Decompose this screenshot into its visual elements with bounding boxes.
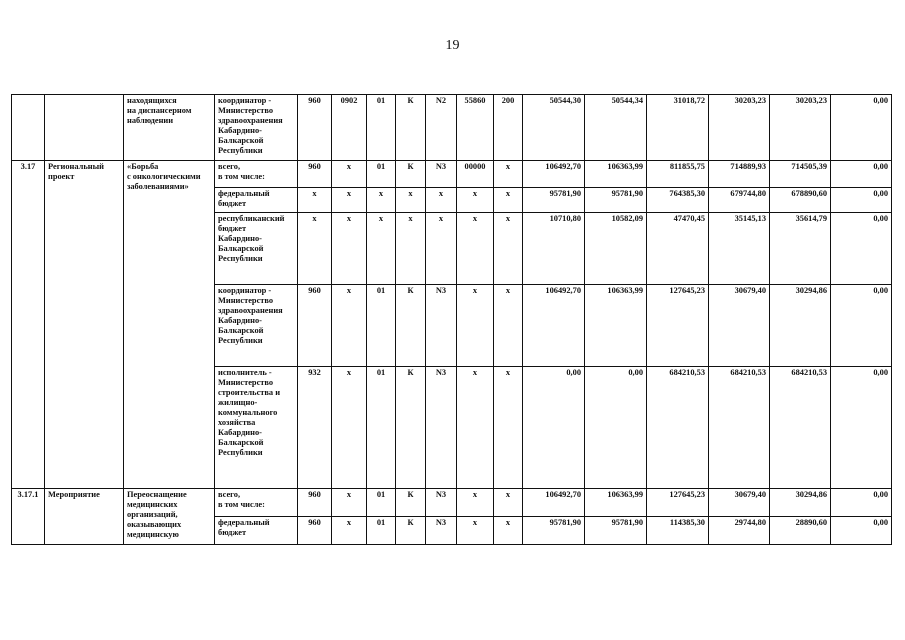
cell-code-project: N3 — [426, 489, 457, 517]
cell-code-section: х — [332, 285, 367, 367]
cell-code-project: N3 — [426, 367, 457, 489]
cell-code-expense-type: х — [494, 213, 523, 285]
cell-number: 3.17 — [12, 161, 45, 489]
cell-code-subprogram: К — [396, 161, 426, 188]
cell-funding-source: всего, в том числе: — [215, 489, 298, 517]
cell-value: 127645,23 — [647, 489, 709, 517]
cell-value: 127645,23 — [647, 285, 709, 367]
cell-code-program: 01 — [367, 489, 396, 517]
cell-value: 31018,72 — [647, 95, 709, 161]
cell-code-subprogram: х — [396, 213, 426, 285]
cell-code-expense-type: х — [494, 285, 523, 367]
cell-value: 47470,45 — [647, 213, 709, 285]
cell-value: 0,00 — [523, 367, 585, 489]
cell-value: 0,00 — [831, 213, 892, 285]
cell-code-direction: х — [457, 517, 494, 545]
cell-code-section: х — [332, 489, 367, 517]
cell-code-subprogram: х — [396, 188, 426, 213]
cell-value: 35614,79 — [770, 213, 831, 285]
cell-value: 714505,39 — [770, 161, 831, 188]
cell-code-grbs: 960 — [298, 161, 332, 188]
cell-code-expense-type: х — [494, 188, 523, 213]
cell-funding-source: исполнитель - Министерство строительства и жилищно- коммунального хозяйства Кабардино- Балкарской Республики — [215, 367, 298, 489]
cell-code-grbs: 960 — [298, 489, 332, 517]
cell-funding-source: всего, в том числе: — [215, 161, 298, 188]
cell-description: «Борьба с онкологическими заболеваниями» — [124, 161, 215, 489]
cell-code-grbs: 960 — [298, 285, 332, 367]
cell-value: 50544,34 — [585, 95, 647, 161]
cell-code-subprogram: К — [396, 367, 426, 489]
cell-value: 30294,86 — [770, 285, 831, 367]
cell-value: 0,00 — [831, 188, 892, 213]
cell-name: Мероприятие — [45, 489, 124, 545]
cell-value: 10582,09 — [585, 213, 647, 285]
cell-funding-source: республиканский бюджет Кабардино- Балкарской Республики — [215, 213, 298, 285]
cell-code-grbs: х — [298, 188, 332, 213]
cell-code-grbs: 960 — [298, 95, 332, 161]
cell-value: 30203,23 — [709, 95, 770, 161]
cell-value: 114385,30 — [647, 517, 709, 545]
cell-code-direction: х — [457, 188, 494, 213]
cell-code-direction: х — [457, 213, 494, 285]
cell-description: находящихся на диспансерном наблюдении — [124, 95, 215, 161]
cell-code-subprogram: К — [396, 95, 426, 161]
cell-value: 0,00 — [831, 517, 892, 545]
cell-value: 95781,90 — [523, 517, 585, 545]
cell-number — [12, 95, 45, 161]
cell-code-expense-type: х — [494, 517, 523, 545]
cell-code-grbs: 960 — [298, 517, 332, 545]
cell-value: 106492,70 — [523, 285, 585, 367]
cell-value: 106363,99 — [585, 161, 647, 188]
cell-code-subprogram: К — [396, 489, 426, 517]
cell-code-section: х — [332, 517, 367, 545]
cell-code-section: 0902 — [332, 95, 367, 161]
cell-value: 0,00 — [831, 95, 892, 161]
cell-code-section: х — [332, 161, 367, 188]
cell-code-project: N3 — [426, 161, 457, 188]
cell-code-direction: х — [457, 489, 494, 517]
cell-code-subprogram: К — [396, 517, 426, 545]
cell-value: 10710,80 — [523, 213, 585, 285]
cell-code-program: 01 — [367, 517, 396, 545]
cell-value: 30294,86 — [770, 489, 831, 517]
cell-value: 95781,90 — [585, 517, 647, 545]
cell-value: 679744,80 — [709, 188, 770, 213]
cell-value: 50544,30 — [523, 95, 585, 161]
cell-code-program: х — [367, 213, 396, 285]
cell-value: 35145,13 — [709, 213, 770, 285]
cell-value: 106363,99 — [585, 489, 647, 517]
cell-code-project: х — [426, 213, 457, 285]
cell-code-program: х — [367, 188, 396, 213]
cell-code-expense-type: х — [494, 161, 523, 188]
cell-name: Региональный проект — [45, 161, 124, 489]
page-number: 19 — [445, 38, 460, 53]
cell-value: 0,00 — [831, 489, 892, 517]
cell-code-subprogram: К — [396, 285, 426, 367]
cell-value: 714889,93 — [709, 161, 770, 188]
cell-code-program: 01 — [367, 161, 396, 188]
cell-description: Переоснащение медицинских организаций, оказывающих медицинскую — [124, 489, 215, 545]
table-row — [12, 95, 892, 161]
cell-number: 3.17.1 — [12, 489, 45, 545]
cell-code-expense-type: х — [494, 367, 523, 489]
cell-code-direction: 00000 — [457, 161, 494, 188]
cell-code-expense-type: 200 — [494, 95, 523, 161]
cell-value: 684210,53 — [647, 367, 709, 489]
cell-funding-source: федеральный бюджет — [215, 517, 298, 545]
cell-code-project: х — [426, 188, 457, 213]
cell-value: 95781,90 — [523, 188, 585, 213]
cell-value: 30679,40 — [709, 285, 770, 367]
cell-code-project: N3 — [426, 285, 457, 367]
cell-code-direction: 55860 — [457, 95, 494, 161]
cell-code-direction: х — [457, 285, 494, 367]
cell-value: 0,00 — [831, 367, 892, 489]
cell-code-direction: х — [457, 367, 494, 489]
table-row — [12, 161, 892, 188]
cell-value: 678890,60 — [770, 188, 831, 213]
cell-code-section: х — [332, 367, 367, 489]
cell-value: 811855,75 — [647, 161, 709, 188]
cell-code-grbs: 932 — [298, 367, 332, 489]
cell-value: 106492,70 — [523, 489, 585, 517]
cell-value: 684210,53 — [709, 367, 770, 489]
cell-value: 106363,99 — [585, 285, 647, 367]
cell-value: 106492,70 — [523, 161, 585, 188]
cell-code-section: х — [332, 213, 367, 285]
cell-value: 95781,90 — [585, 188, 647, 213]
cell-value: 29744,80 — [709, 517, 770, 545]
cell-funding-source: координатор - Министерство здравоохранения Кабардино- Балкарской Республики — [215, 285, 298, 367]
cell-value: 30679,40 — [709, 489, 770, 517]
cell-code-program: 01 — [367, 95, 396, 161]
cell-funding-source: координатор - Министерство здравоохранения Кабардино- Балкарской Республики — [215, 95, 298, 161]
cell-value: 684210,53 — [770, 367, 831, 489]
table-row — [12, 489, 892, 517]
cell-code-project: N2 — [426, 95, 457, 161]
cell-value: 30203,23 — [770, 95, 831, 161]
cell-value: 0,00 — [831, 161, 892, 188]
budget-table — [11, 94, 892, 545]
cell-code-program: 01 — [367, 285, 396, 367]
cell-funding-source: федеральный бюджет — [215, 188, 298, 213]
cell-code-section: х — [332, 188, 367, 213]
cell-code-expense-type: х — [494, 489, 523, 517]
cell-name — [45, 95, 124, 161]
cell-code-grbs: х — [298, 213, 332, 285]
cell-code-program: 01 — [367, 367, 396, 489]
cell-value: 764385,30 — [647, 188, 709, 213]
cell-value: 0,00 — [831, 285, 892, 367]
cell-value: 0,00 — [585, 367, 647, 489]
cell-code-project: N3 — [426, 517, 457, 545]
cell-value: 28890,60 — [770, 517, 831, 545]
